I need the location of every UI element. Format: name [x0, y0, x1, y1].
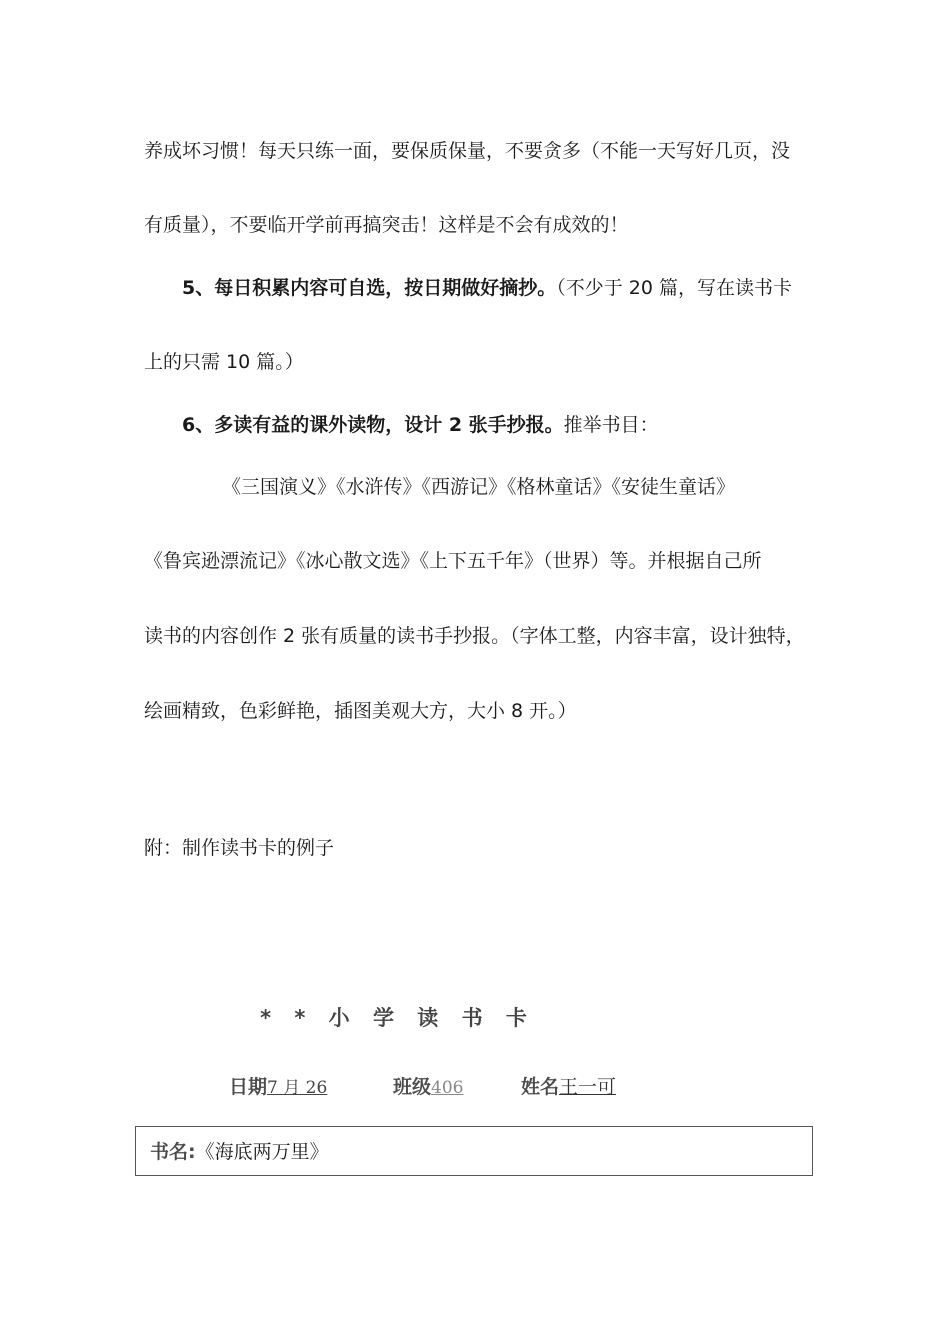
paragraph-line: 有质量），不要临开学前再搞突击！这样是不会有成效的！	[144, 214, 629, 236]
book-title-label: 书名:	[150, 1141, 196, 1163]
book-title-value: 《海底两万里》	[195, 1141, 329, 1163]
book-title-box	[135, 1126, 813, 1176]
book-title-row	[150, 1140, 329, 1164]
card-name-label: 姓名	[521, 1076, 560, 1098]
list-item-5-heading: 5、每日积累内容可自选，按日期做好摘抄。	[182, 277, 557, 299]
list-item-6	[182, 412, 862, 438]
book-list-line: 《鲁宾逊漂流记》《冰心散文选》《上下五千年》（世界）等。并根据自己所	[144, 550, 762, 572]
card-class-value: 406	[431, 1078, 464, 1098]
paragraph-line: 上的只需 10 篇。）	[144, 351, 304, 373]
book-list-line: 读书的内容创作 2 张有质量的读书手抄报。（字体工整，内容丰富，设计独特，	[144, 625, 805, 647]
card-name	[521, 1074, 616, 1100]
list-item-6-note: 推举书目：	[563, 414, 659, 436]
appendix-note: 附：制作读书卡的例子	[144, 837, 335, 859]
book-list-line: 《三国演义》《水浒传》《西游记》《格林童话》《安徒生童话》	[222, 476, 736, 498]
paragraph-line: 养成坏习惯！每天只练一面，要保质保量，不要贪多（不能一天写好几页，没	[144, 140, 791, 162]
book-list-line: 绘画精致，色彩鲜艳，插图美观大方，大小 8 开。）	[144, 700, 577, 722]
card-class	[393, 1074, 463, 1101]
card-class-label: 班级	[393, 1076, 432, 1098]
card-date	[229, 1074, 327, 1101]
card-date-label: 日期	[229, 1076, 268, 1098]
card-name-value: 王一可	[559, 1076, 617, 1098]
reading-card-title: * * 小 学 读 书 卡	[260, 1006, 535, 1030]
card-date-value: 7 月 26	[267, 1078, 328, 1098]
list-item-6-heading: 6、多读有益的课外读物，设计 2 张手抄报。	[182, 414, 564, 436]
list-item-5-note: （不少于 20 篇，写在读书卡	[556, 277, 792, 299]
list-item-5	[182, 275, 862, 301]
